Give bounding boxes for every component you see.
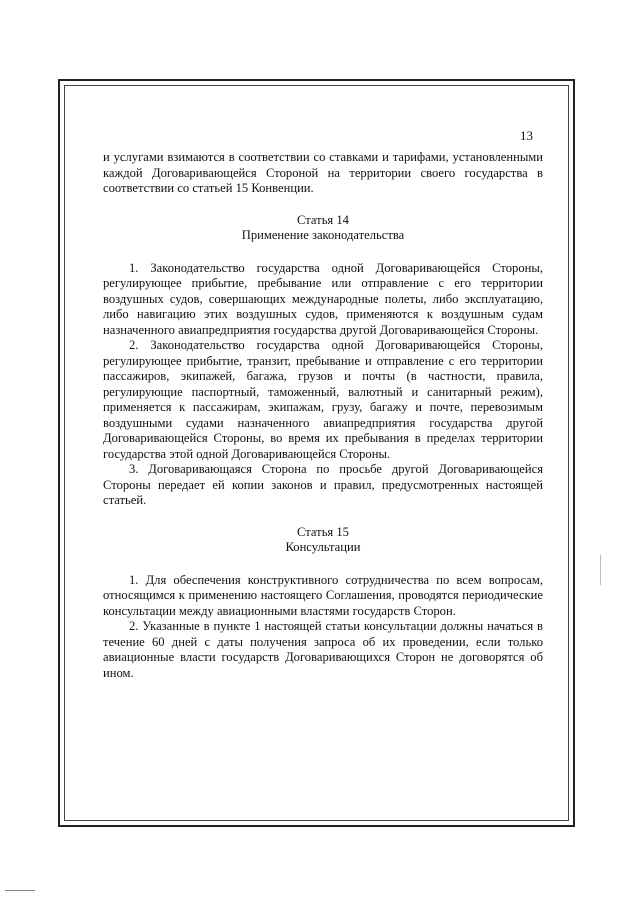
article-15-paragraph-2: 2. Указанные в пункте 1 настоящей статьи консультации должны начаться в течение 60 дней с даты получения запроса об их проведении, если только авиационные власти государств Договаривающихся Сторон не договорятся об ином. (103, 619, 543, 680)
article-15-paragraph-1: 1. Для обеспечения конструктивного сотрудничества по всем вопросам, относящимся к применению настоящего Соглашения, проводятся периодические консультации между авиационными властями государств Сторон. (103, 572, 543, 618)
article-14-paragraph-1: 1. Законодательство государства одной Договаривающейся Стороны, регулирующее прибытие, пребывание или отправление с его территории воздушных судов, совершающих международные полеты, либо эксплуатацию, либо навигацию этих воздушных судов, применяются к воздушным судам назначенного авиапредприятия государства другой Договаривающейся Стороны. (103, 260, 543, 337)
scan-edge-mark (5, 890, 35, 891)
spacer (103, 509, 543, 525)
spacer (103, 244, 543, 261)
article-14-paragraph-2: 2. Законодательство государства одной Договаривающейся Стороны, регулирующее прибытие, транзит, пребывание и отправление с его территории пассажиров, экипажей, багажа, грузов и почты (в частности, правила, регулирующие паспортный, таможенный, валютный и санитарный режим), применяется к пассажирам, экипажам, грузу, багажу и почте, перевозимым воздушными судами назначенного авиапредприятия государства другой Договаривающейся Стороны, во время их пребывания в пределах территории государства этой одной Договаривающейся Стороны. (103, 338, 543, 461)
spacer (103, 556, 543, 573)
article-15-subtitle: Консультации (285, 540, 361, 554)
article-14-paragraph-3: 3. Договаривающаяся Сторона по просьбе другой Договаривающейся Стороны передает ей копии законов и правил, предусмотренных настоящей статьей. (103, 462, 543, 507)
article-14-title: Статья 14 (297, 212, 349, 227)
article-14-subtitle: Применение законодательства (241, 228, 405, 242)
spacer (103, 197, 543, 213)
intro-paragraph: и услугами взимаются в соответствии со ставками и тарифами, установленными каждой Договаривающейся Стороной на территории своего государства в соответствии со статьей 15 Конвенции. (103, 150, 543, 195)
article-15-title: Статья 15 (297, 524, 349, 539)
document-body (103, 150, 543, 681)
page-number: 13 (520, 128, 533, 143)
scan-edge-mark (600, 555, 601, 585)
